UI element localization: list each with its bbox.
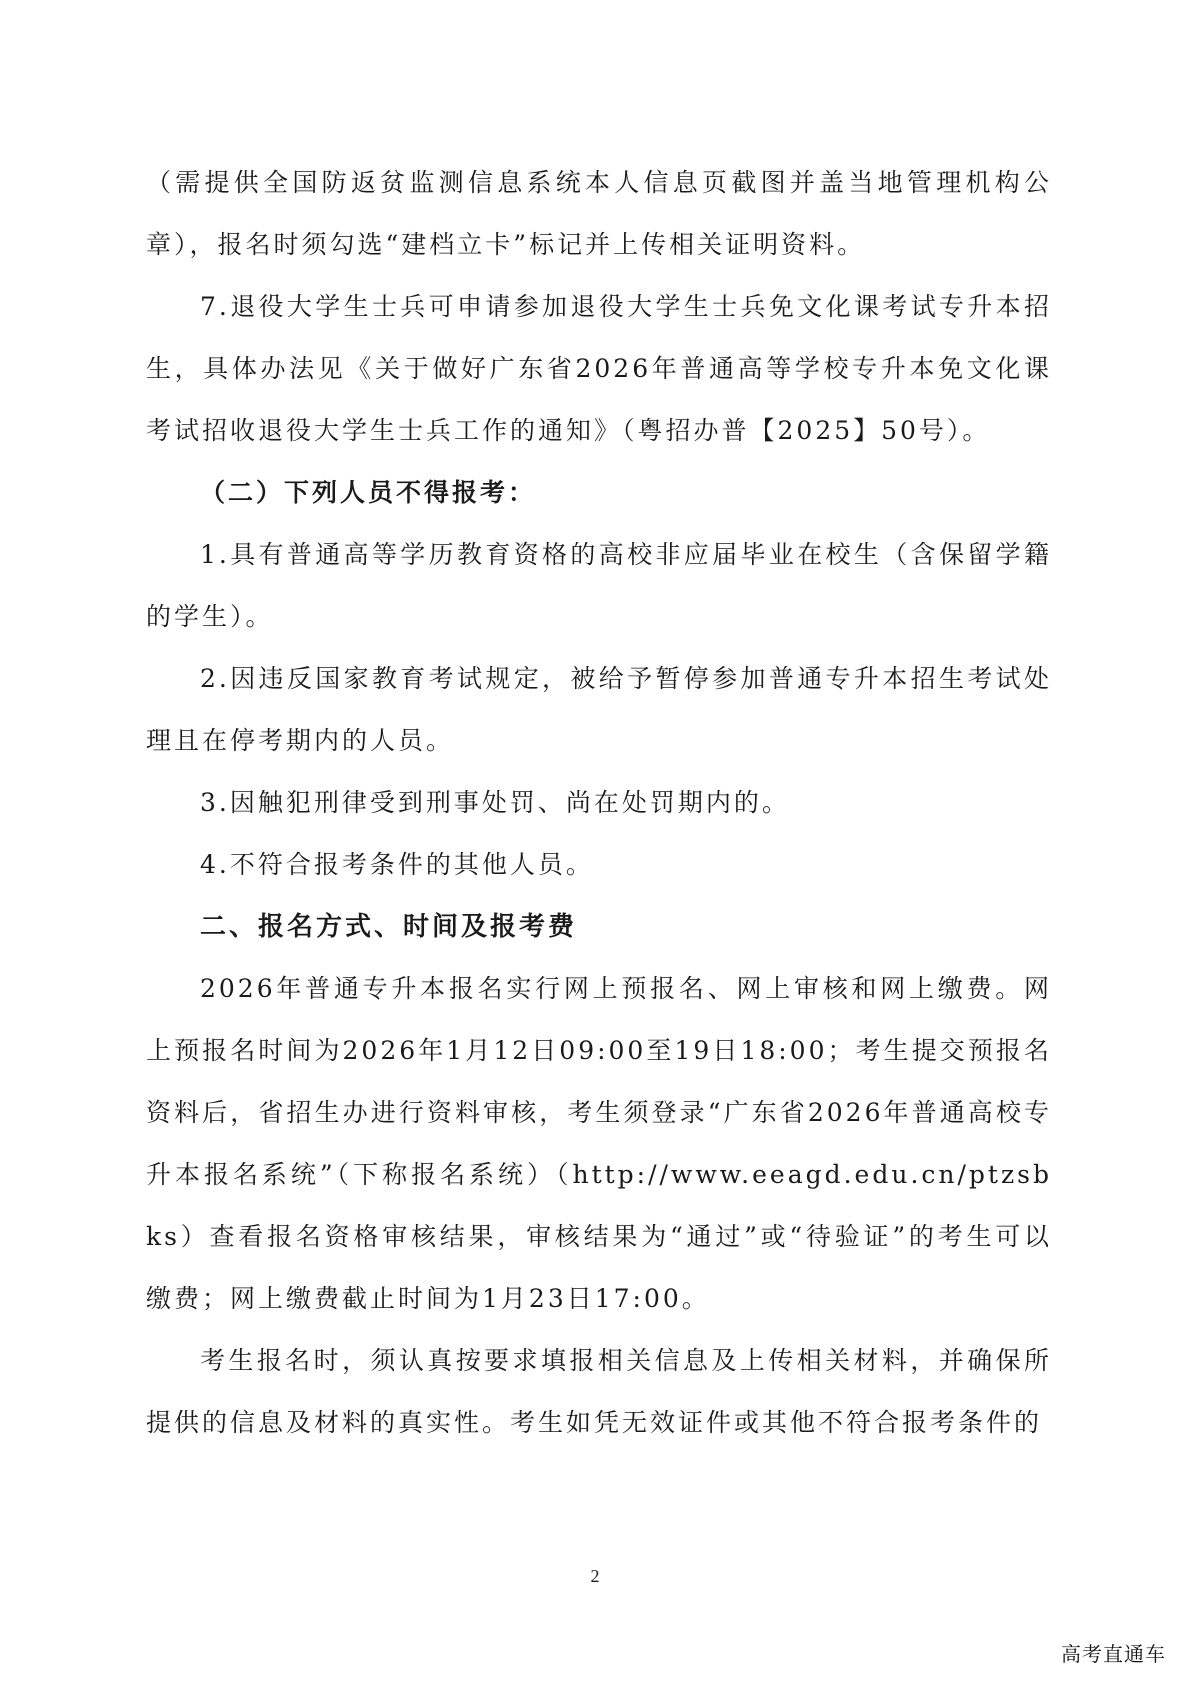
section-subheading: （二）下列人员不得报考：: [200, 478, 537, 507]
paragraph-applicant-notice: 考生报名时，须认真按要求填报相关信息及上传相关材料，并确保所提供的信息及材料的真实性。考生如凭无效证件或其他不符合报考条件的: [146, 1346, 1052, 1437]
paragraph-continuation: （需提供全国防返贫监测信息系统本人信息页截图并盖当地管理机构公章），报名时须勾选“建档立卡”标记并上传相关证明资料。: [146, 168, 1052, 259]
section-heading: 二、报名方式、时间及报考费: [200, 912, 578, 942]
document-body: [146, 152, 1052, 1454]
watermark-label: 高考直通车: [1061, 1642, 1166, 1666]
paragraph-item-2: 2.因违反国家教育考试规定，被给予暂停参加普通专升本招生考试处理且在停考期内的人员。: [146, 664, 1052, 755]
paragraph-item-3: 3.因触犯刑律受到刑事处罚、尚在处罚期内的。: [200, 788, 790, 817]
paragraph-item-4: 4.不符合报考条件的其他人员。: [200, 850, 594, 879]
page-number: 2: [590, 1566, 600, 1586]
paragraph-item-1: 1.具有普通高等学历教育资格的高校非应届毕业在校生（含保留学籍的学生）。: [146, 540, 1052, 631]
paragraph-item-7: 7.退役大学生士兵可申请参加退役大学生士兵免文化课考试专升本招生，具体办法见《关于做好广东省2026年普通高等学校专升本免文化课考试招收退役大学生士兵工作的通知》（粤招办普【2025】50号）。: [146, 292, 1052, 445]
paragraph-registration: 2026年普通专升本报名实行网上预报名、网上审核和网上缴费。网上预报名时间为2026年1月12日09:00至19日18:00；考生提交预报名资料后，省招生办进行资料审核，考生须登录“广东省2026年普通高校专升本报名系统”（下称报名系统）（http://www.eeagd.edu.cn/ptzsbks）查看报名资格审核结果，审核结果为“通过”或“待验证”的考生可以缴费；网上缴费截止时间为1月23日17:00。: [146, 974, 1052, 1313]
